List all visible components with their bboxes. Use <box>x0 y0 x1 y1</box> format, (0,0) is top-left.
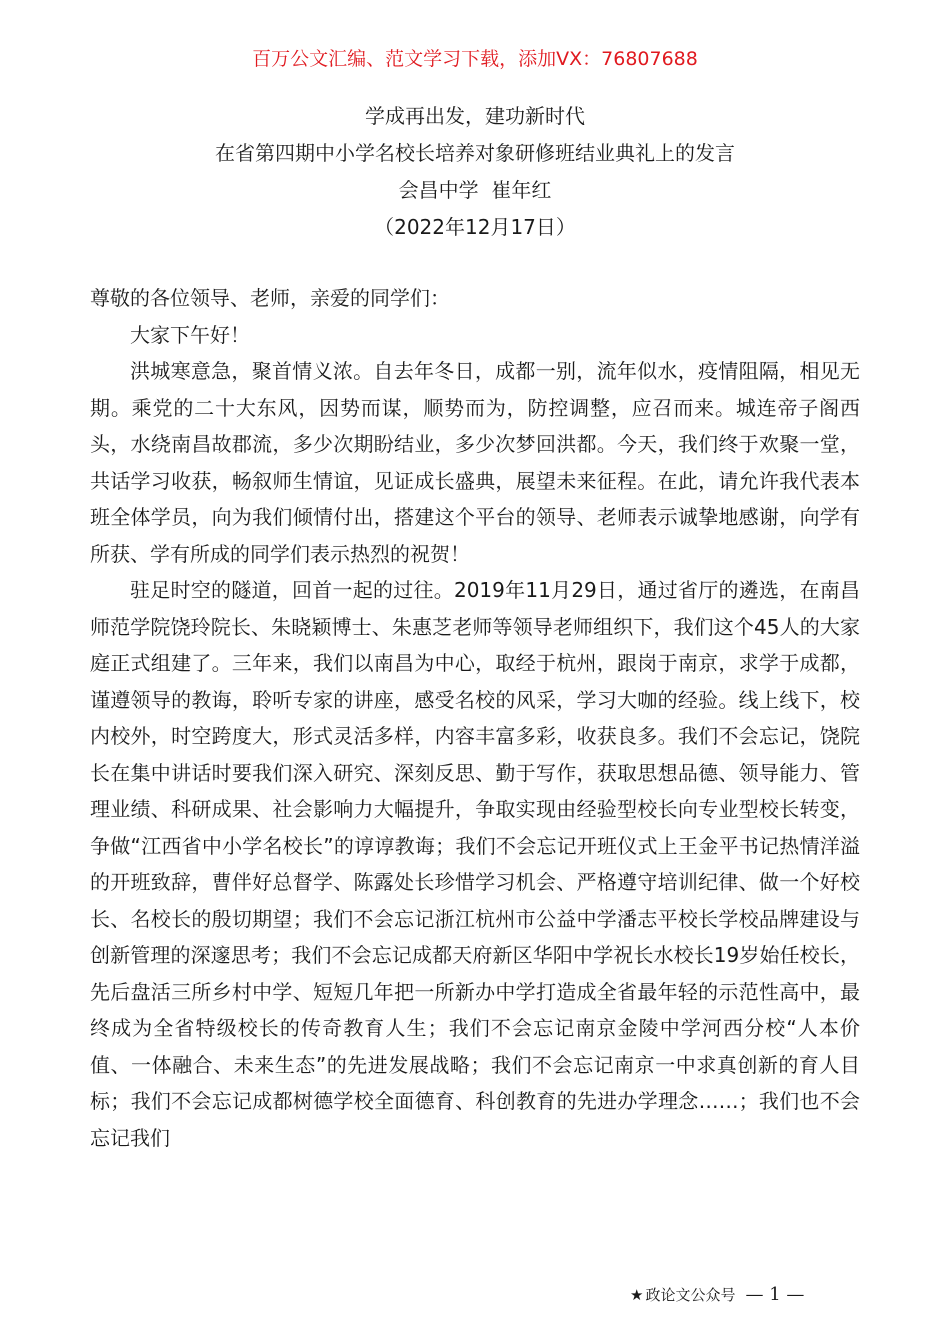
author-line: 会昌中学 崔年红 <box>398 178 552 202</box>
speech-body <box>90 280 860 1156</box>
salutation: 尊敬的各位领导、老师，亲爱的同学们： <box>90 286 450 310</box>
document-title: 学成再出发，建功新时代 <box>365 104 585 128</box>
document-subtitle: 在省第四期中小学名校长培养对象研修班结业典礼上的发言 <box>215 141 735 165</box>
page-footer <box>630 1282 860 1308</box>
footer-source: 政论文公众号 <box>645 1286 736 1304</box>
greeting: 大家下午好！ <box>130 322 250 347</box>
page-number: — 1 — <box>745 1284 805 1305</box>
date-line: （2022年12月17日） <box>374 215 576 239</box>
star-icon: ★ <box>630 1286 644 1304</box>
title-block <box>0 98 950 246</box>
paragraph-2: 驻足时空的隧道，回首一起的过往。2019年11月29日，通过省厅的遴选，在南昌师范学院饶玲院长、朱晓颖博士、朱惠芝老师等领导老师组织下，我们这个45人的大家庭正式组建了。三年来，我们以南昌为中心，取经于杭州，跟岗于南京，求学于成都，谨遵领导的教诲，聆听专家的讲座，感受名校的风采，学习大咖的经验。线上线下，校内校外，时空跨度大，形式灵活多样，内容丰富多彩，收获良多。我们不会忘记，饶院长在集中讲话时要我们深入研究、深刻反思、勤于写作，获取思想品德、领导能力、管理业绩、科研成果、社会影响力大幅提升，争取实现由经验型校长向专业型校长转变，争做“江西省中小学名校长”的谆谆教诲；我们不会忘记开班仪式上王金平书记热情洋溢的开班致辞，曹伴好总督学、陈露处长珍惜学习机会、严格遵守培训纪律、做一个好校长、名校长的殷切期望；我们不会忘记浙江杭州市公益中学潘志平校长学校品牌建设与创新管理的深邃思考；我们不会忘记成都天府新区华阳中学祝长水校长19岁始任校长，先后盘活三所乡村中学、短短几年把一所新办中学打造成全省最年轻的示范性高中，最终成为全省特级校长的传奇教育人生；我们不会忘记南京金陵中学河西分校“人本价值、一体融合、未来生态”的先进发展战略；我们不会忘记南京一中求真创新的育人目标；我们不会忘记成都树德学校全面德育、科创教育的先进办学理念……；我们也不会忘记我们 <box>90 578 860 1150</box>
paragraph-1: 洪城寒意急，聚首情义浓。自去年冬日，成都一别，流年似水，疫情阻隔，相见无期。乘党的二十大东风，因势而谋，顺势而为，防控调整，应召而来。城连帝子阁西头，水绕南昌故郡流，多少次期盼结业，多少次梦回洪都。今天，我们终于欢聚一堂，共话学习收获，畅叙师生情谊，见证成长盛典，展望未来征程。在此，请允许我代表本班全体学员，向为我们倾情付出，搭建这个平台的领导、老师表示诚挚地感谢，向学有所获、学有所成的同学们表示热烈的祝贺！ <box>90 359 860 566</box>
promo-banner: 百万公文汇编、范文学习下载，添加VX：76807688 <box>252 48 698 70</box>
